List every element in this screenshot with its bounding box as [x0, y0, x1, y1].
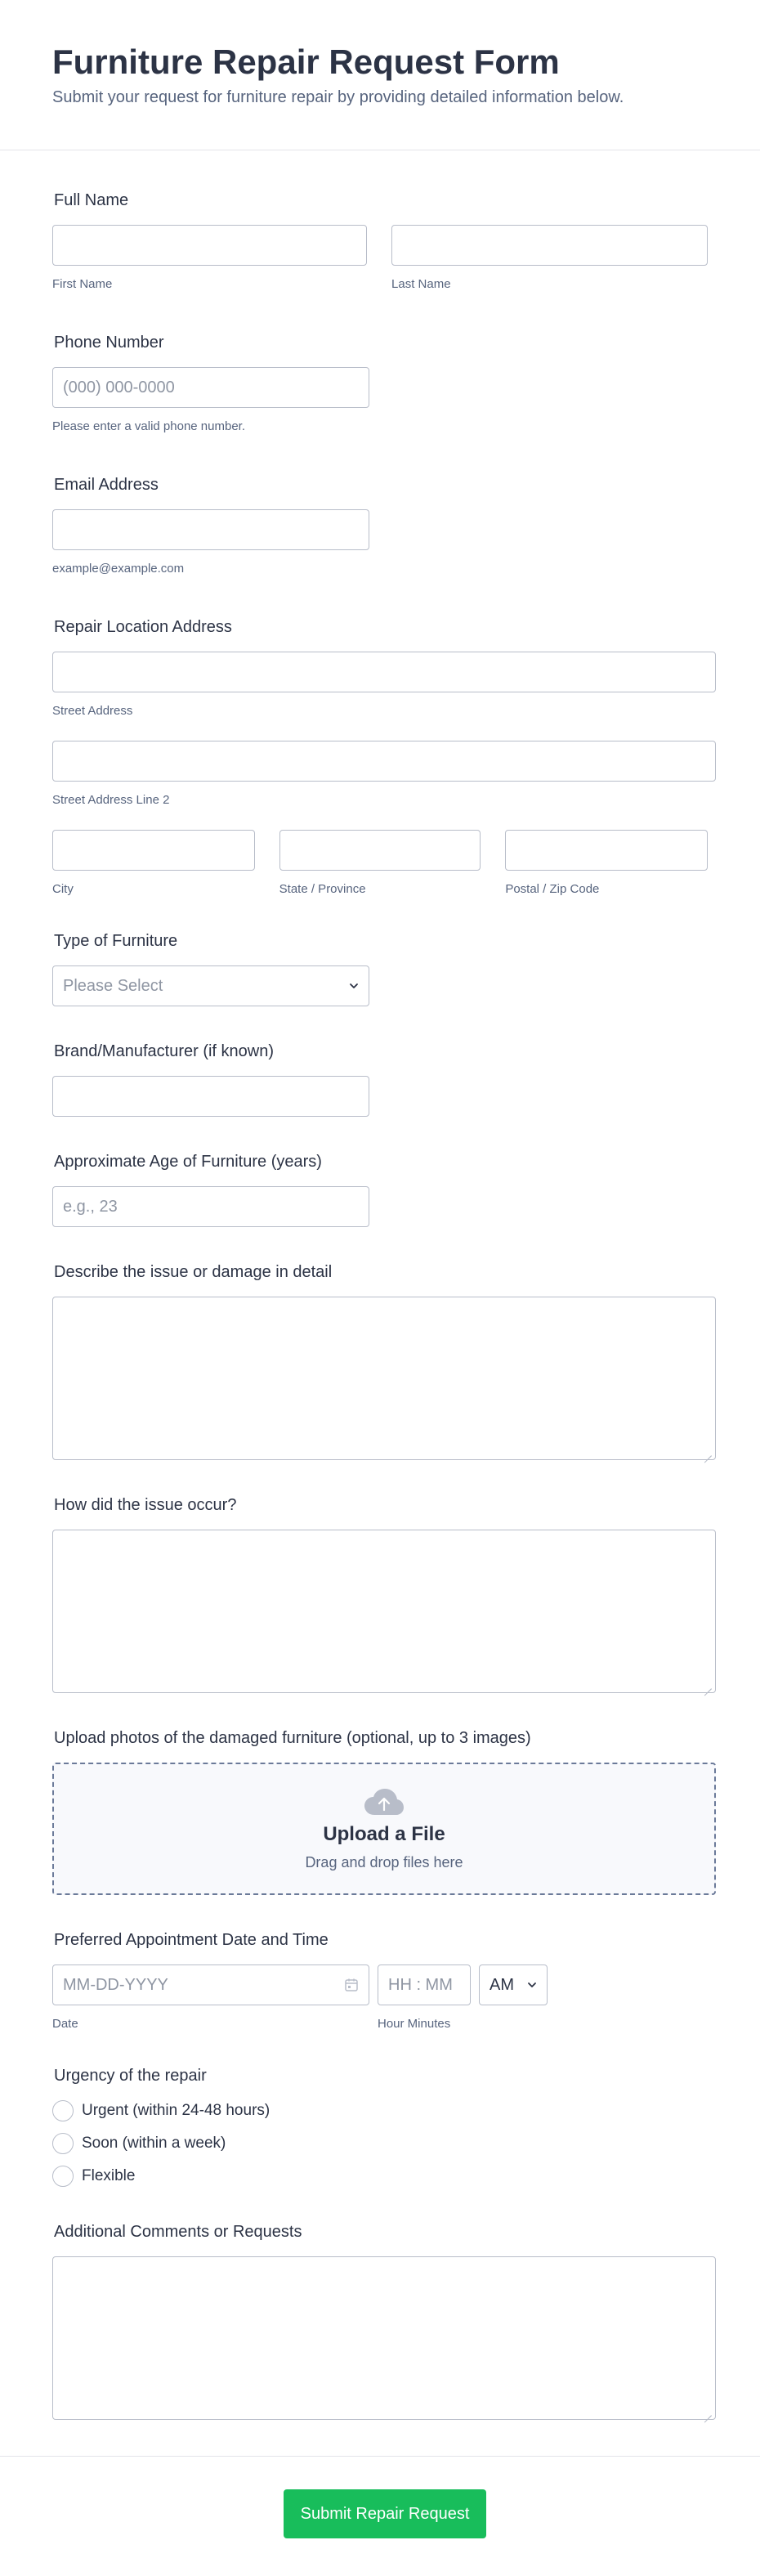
- form-footer: [0, 2456, 760, 2576]
- cloud-upload-icon: [363, 1787, 405, 1817]
- phone-placeholder: (000) 000-0000: [63, 378, 175, 396]
- age-placeholder: e.g., 23: [63, 1197, 118, 1216]
- urgency-field: [52, 2067, 708, 2187]
- age-field: [52, 1153, 708, 1227]
- street-address-line2-sublabel: Street Address Line 2: [52, 793, 170, 807]
- resize-handle-icon[interactable]: [704, 1682, 712, 1689]
- full-name-label: Full Name: [54, 191, 129, 209]
- submit-button[interactable]: Submit Repair Request: [284, 2489, 486, 2538]
- furniture-type-select[interactable]: [52, 965, 369, 1006]
- state-sublabel: State / Province: [279, 882, 366, 896]
- last-name-sublabel: Last Name: [391, 277, 451, 291]
- street-address-input[interactable]: [52, 652, 716, 692]
- form-header: [0, 0, 760, 150]
- street-address-sublabel: Street Address: [52, 704, 133, 718]
- furniture-type-label: Type of Furniture: [54, 932, 178, 950]
- phone-sublabel: Please enter a valid phone number.: [52, 419, 245, 433]
- time-input[interactable]: [378, 1964, 471, 2005]
- radio-button[interactable]: [52, 2133, 74, 2154]
- upload-label: Upload photos of the damaged furniture (optional, up to 3 images): [54, 1729, 531, 1747]
- email-sublabel: example@example.com: [52, 562, 185, 576]
- urgency-label: Urgency of the repair: [54, 2067, 207, 2085]
- city-sublabel: City: [52, 882, 74, 896]
- email-input[interactable]: [52, 509, 369, 550]
- first-name-input[interactable]: [52, 225, 367, 266]
- street-address-line2-input[interactable]: [52, 741, 716, 782]
- furniture-type-placeholder: Please Select: [63, 976, 163, 995]
- upload-hint: Drag and drop files here: [305, 1853, 463, 1870]
- full-name-field: [52, 191, 708, 291]
- last-name-input[interactable]: [391, 225, 708, 266]
- upload-title: Upload a File: [323, 1822, 445, 1845]
- page-title: Furniture Repair Request Form: [52, 43, 560, 81]
- brand-field: [52, 1042, 708, 1117]
- ampm-value: AM: [490, 1975, 514, 1994]
- time-sublabel: Hour Minutes: [378, 2017, 451, 2031]
- brand-input[interactable]: [52, 1076, 369, 1117]
- urgency-option-label: Flexible: [82, 2167, 136, 2184]
- appointment-label: Preferred Appointment Date and Time: [54, 1931, 329, 1949]
- issue-textarea[interactable]: [52, 1297, 716, 1460]
- email-field: [52, 476, 708, 576]
- cause-label: How did the issue occur?: [54, 1496, 237, 1514]
- urgency-option[interactable]: [52, 2133, 708, 2154]
- first-name-sublabel: First Name: [52, 277, 113, 291]
- phone-input[interactable]: [52, 367, 369, 408]
- radio-button[interactable]: [52, 2100, 74, 2121]
- chevron-down-icon: [349, 981, 359, 991]
- brand-label: Brand/Manufacturer (if known): [54, 1042, 275, 1060]
- repair-form: [0, 191, 760, 2420]
- resize-handle-icon[interactable]: [704, 1449, 712, 1456]
- file-upload-dropzone[interactable]: [52, 1763, 716, 1895]
- phone-label: Phone Number: [54, 334, 164, 352]
- calendar-icon[interactable]: [344, 1978, 359, 1992]
- furniture-type-field: [52, 932, 708, 1006]
- zip-sublabel: Postal / Zip Code: [505, 882, 600, 896]
- cause-field: [52, 1496, 708, 1693]
- date-input[interactable]: [52, 1964, 369, 2005]
- urgency-option[interactable]: [52, 2100, 708, 2121]
- urgency-option-label: Urgent (within 24-48 hours): [82, 2102, 270, 2119]
- radio-button[interactable]: [52, 2166, 74, 2187]
- phone-field: [52, 334, 708, 433]
- page-subtitle: Submit your request for furniture repair by providing detailed information below.: [52, 88, 624, 106]
- upload-field: [52, 1729, 708, 1895]
- city-input[interactable]: [52, 830, 255, 871]
- address-label: Repair Location Address: [54, 618, 232, 636]
- chevron-down-icon: [527, 1980, 537, 1990]
- urgency-option[interactable]: [52, 2166, 708, 2187]
- date-sublabel: Date: [52, 2017, 78, 2031]
- ampm-select[interactable]: [479, 1964, 548, 2005]
- state-input[interactable]: [279, 830, 481, 871]
- appointment-field: [52, 1931, 708, 2031]
- age-label: Approximate Age of Furniture (years): [54, 1153, 322, 1171]
- zip-input[interactable]: [505, 830, 708, 871]
- resize-handle-icon[interactable]: [704, 2408, 712, 2416]
- cause-textarea[interactable]: [52, 1530, 716, 1693]
- issue-label: Describe the issue or damage in detail: [54, 1263, 333, 1281]
- comments-field: [52, 2223, 708, 2420]
- age-input[interactable]: [52, 1186, 369, 1227]
- comments-textarea[interactable]: [52, 2256, 716, 2420]
- comments-label: Additional Comments or Requests: [54, 2223, 302, 2241]
- date-placeholder: MM-DD-YYYY: [63, 1975, 168, 1994]
- urgency-option-label: Soon (within a week): [82, 2135, 226, 2152]
- email-label: Email Address: [54, 476, 159, 494]
- time-placeholder: HH : MM: [388, 1975, 453, 1994]
- address-field: [52, 618, 708, 896]
- issue-field: [52, 1263, 708, 1460]
